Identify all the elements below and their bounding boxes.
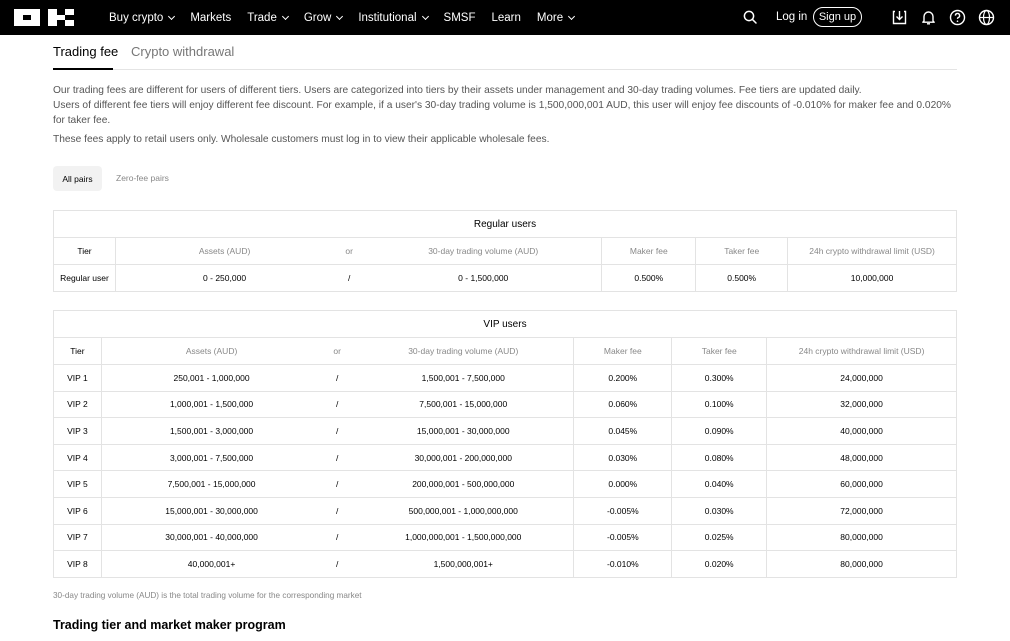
header-taker-fee: Taker fee bbox=[672, 338, 767, 365]
cell-assets: 15,000,001 - 30,000,000 bbox=[101, 497, 321, 524]
cell-or: / bbox=[321, 524, 353, 551]
cell-or: / bbox=[321, 497, 353, 524]
chevron-down-icon bbox=[168, 12, 175, 19]
cell-tier: VIP 2 bbox=[54, 391, 102, 418]
cell-volume: 200,000,001 - 500,000,000 bbox=[353, 471, 574, 498]
chevron-down-icon bbox=[336, 12, 343, 19]
header-assets: Assets (AUD) bbox=[115, 238, 333, 265]
table-row bbox=[54, 471, 957, 498]
search-icon[interactable] bbox=[742, 9, 759, 26]
cell-assets: 3,000,001 - 7,500,000 bbox=[101, 444, 321, 471]
description-line-2: Users of different fee tiers will enjoy different fee discount. For example, if a user's 30-day trading volume is 1,500,000,001 AUD, this user will enjoy fee discounts of -0.010% for maker fee and 0.020% for taker fee. bbox=[53, 100, 951, 126]
cell-withdrawal-limit: 10,000,000 bbox=[788, 265, 957, 292]
header-maker-fee: Maker fee bbox=[574, 338, 672, 365]
cell-taker-fee: 0.090% bbox=[672, 418, 767, 445]
cell-or: / bbox=[333, 265, 365, 292]
cell-taker-fee: 0.500% bbox=[696, 265, 788, 292]
header-tier: Tier bbox=[54, 338, 102, 365]
cell-tier: VIP 6 bbox=[54, 497, 102, 524]
cell-tier: VIP 4 bbox=[54, 444, 102, 471]
retail-note: These fees apply to retail users only. Wholesale customers must log in to view their applicable wholesale fees. bbox=[53, 134, 550, 145]
cell-taker-fee: 0.020% bbox=[672, 551, 767, 578]
cell-maker-fee: 0.030% bbox=[574, 444, 672, 471]
cell-withdrawal-limit: 80,000,000 bbox=[767, 524, 957, 551]
cell-volume: 1,500,001 - 7,500,000 bbox=[353, 365, 574, 392]
cell-maker-fee: -0.005% bbox=[574, 524, 672, 551]
cell-assets: 1,000,001 - 1,500,000 bbox=[101, 391, 321, 418]
cell-assets: 7,500,001 - 15,000,000 bbox=[101, 471, 321, 498]
cell-volume: 30,000,001 - 200,000,000 bbox=[353, 444, 574, 471]
cell-or: / bbox=[321, 365, 353, 392]
fee-tabs bbox=[53, 35, 957, 70]
cell-taker-fee: 0.025% bbox=[672, 524, 767, 551]
nav-item-buy-crypto[interactable] bbox=[109, 12, 174, 24]
cell-maker-fee: 0.200% bbox=[574, 365, 672, 392]
bell-icon[interactable] bbox=[920, 9, 937, 26]
regular-users-table bbox=[53, 210, 957, 292]
cell-or: / bbox=[321, 444, 353, 471]
cell-assets: 1,500,001 - 3,000,000 bbox=[101, 418, 321, 445]
nav-item-markets[interactable] bbox=[190, 12, 231, 24]
table-row bbox=[54, 444, 957, 471]
header-volume: 30-day trading volume (AUD) bbox=[365, 238, 602, 265]
signup-button[interactable]: Sign up bbox=[813, 7, 862, 27]
vip-table-header-row bbox=[54, 338, 957, 365]
header-or: or bbox=[321, 338, 353, 365]
tab-crypto-withdrawal[interactable]: Crypto withdrawal bbox=[131, 44, 235, 59]
cell-taker-fee: 0.300% bbox=[672, 365, 767, 392]
nav-item-label: SMSF bbox=[443, 11, 476, 24]
all-pairs-filter[interactable]: All pairs bbox=[53, 166, 102, 191]
cell-tier: VIP 3 bbox=[54, 418, 102, 445]
cell-or: / bbox=[321, 418, 353, 445]
header-assets: Assets (AUD) bbox=[101, 338, 321, 365]
table-row bbox=[54, 365, 957, 392]
chevron-down-icon bbox=[282, 12, 289, 19]
nav-item-grow[interactable] bbox=[304, 12, 342, 24]
table-row bbox=[54, 391, 957, 418]
cell-volume: 15,000,001 - 30,000,000 bbox=[353, 418, 574, 445]
table-row bbox=[54, 551, 957, 578]
section-title-market-maker: Trading tier and market maker program bbox=[53, 618, 286, 632]
cell-volume: 7,500,001 - 15,000,000 bbox=[353, 391, 574, 418]
cell-withdrawal-limit: 32,000,000 bbox=[767, 391, 957, 418]
nav-item-label: Grow bbox=[303, 11, 332, 24]
cell-tier: VIP 8 bbox=[54, 551, 102, 578]
cell-tier: VIP 1 bbox=[54, 365, 102, 392]
cell-assets: 30,000,001 - 40,000,000 bbox=[101, 524, 321, 551]
cell-withdrawal-limit: 60,000,000 bbox=[767, 471, 957, 498]
table-row bbox=[54, 497, 957, 524]
nav-item-label: Buy crypto bbox=[109, 11, 164, 24]
table-row bbox=[54, 265, 957, 292]
cell-assets: 250,001 - 1,000,000 bbox=[101, 365, 321, 392]
login-link[interactable]: Log in bbox=[776, 11, 808, 23]
download-icon[interactable] bbox=[891, 9, 908, 26]
nav-item-smsf[interactable] bbox=[444, 12, 476, 24]
header-maker-fee: Maker fee bbox=[602, 238, 696, 265]
nav-item-label: More bbox=[536, 11, 564, 24]
cell-withdrawal-limit: 24,000,000 bbox=[767, 365, 957, 392]
cell-maker-fee: 0.045% bbox=[574, 418, 672, 445]
regular-users-title: Regular users bbox=[54, 211, 957, 238]
cell-tier: VIP 5 bbox=[54, 471, 102, 498]
cell-maker-fee: 0.000% bbox=[574, 471, 672, 498]
description-line-1: Our trading fees are different for users of different tiers. Users are categorized into tiers by their assets under management and 30-day trading volumes. Fee tiers are updated daily. bbox=[53, 85, 862, 96]
globe-icon[interactable] bbox=[978, 9, 995, 26]
cell-volume: 1,500,000,001+ bbox=[353, 551, 574, 578]
nav-item-label: Institutional bbox=[358, 11, 417, 24]
table-row bbox=[54, 524, 957, 551]
cell-withdrawal-limit: 80,000,000 bbox=[767, 551, 957, 578]
volume-footnote: 30-day trading volume (AUD) is the total trading volume for the corresponding market bbox=[53, 591, 362, 600]
main-nav bbox=[109, 0, 574, 35]
cell-maker-fee: -0.010% bbox=[574, 551, 672, 578]
header-withdrawal-limit: 24h crypto withdrawal limit (USD) bbox=[788, 238, 957, 265]
nav-item-label: Markets bbox=[190, 11, 232, 24]
cell-assets: 0 - 250,000 bbox=[115, 265, 333, 292]
nav-item-institutional[interactable] bbox=[358, 12, 427, 24]
cell-taker-fee: 0.040% bbox=[672, 471, 767, 498]
cell-withdrawal-limit: 72,000,000 bbox=[767, 497, 957, 524]
cell-tier: Regular user bbox=[54, 265, 116, 292]
vip-users-title: VIP users bbox=[54, 311, 957, 338]
header-withdrawal-limit: 24h crypto withdrawal limit (USD) bbox=[767, 338, 957, 365]
nav-item-label: Learn bbox=[491, 11, 521, 24]
cell-tier: VIP 7 bbox=[54, 524, 102, 551]
cell-volume: 1,000,000,001 - 1,500,000,000 bbox=[353, 524, 574, 551]
active-tab-indicator bbox=[53, 68, 113, 70]
zero-fee-pairs-filter[interactable]: Zero-fee pairs bbox=[116, 173, 169, 183]
cell-withdrawal-limit: 48,000,000 bbox=[767, 444, 957, 471]
nav-item-trade[interactable] bbox=[247, 12, 288, 24]
cell-or: / bbox=[321, 391, 353, 418]
header-or: or bbox=[333, 238, 365, 265]
chevron-down-icon bbox=[568, 12, 575, 19]
okx-logo[interactable] bbox=[14, 9, 74, 26]
regular-table-header-row bbox=[54, 238, 957, 265]
cell-or: / bbox=[321, 471, 353, 498]
cell-taker-fee: 0.100% bbox=[672, 391, 767, 418]
cell-maker-fee: 0.500% bbox=[602, 265, 696, 292]
tab-trading-fee[interactable]: Trading fee bbox=[53, 44, 119, 59]
cell-withdrawal-limit: 40,000,000 bbox=[767, 418, 957, 445]
nav-item-learn[interactable] bbox=[491, 12, 520, 24]
cell-assets: 40,000,001+ bbox=[101, 551, 321, 578]
table-row bbox=[54, 418, 957, 445]
vip-users-table bbox=[53, 310, 957, 578]
cell-maker-fee: -0.005% bbox=[574, 497, 672, 524]
chevron-down-icon bbox=[421, 12, 428, 19]
cell-or: / bbox=[321, 551, 353, 578]
nav-item-more[interactable] bbox=[537, 12, 574, 24]
fee-description bbox=[53, 83, 957, 128]
cell-volume: 0 - 1,500,000 bbox=[365, 265, 602, 292]
cell-maker-fee: 0.060% bbox=[574, 391, 672, 418]
header-taker-fee: Taker fee bbox=[696, 238, 788, 265]
top-navigation-bar bbox=[0, 0, 1010, 35]
cell-volume: 500,000,001 - 1,000,000,000 bbox=[353, 497, 574, 524]
help-icon[interactable] bbox=[949, 9, 966, 26]
nav-item-label: Trade bbox=[247, 11, 277, 24]
cell-taker-fee: 0.080% bbox=[672, 444, 767, 471]
cell-taker-fee: 0.030% bbox=[672, 497, 767, 524]
header-volume: 30-day trading volume (AUD) bbox=[353, 338, 574, 365]
header-tier: Tier bbox=[54, 238, 116, 265]
